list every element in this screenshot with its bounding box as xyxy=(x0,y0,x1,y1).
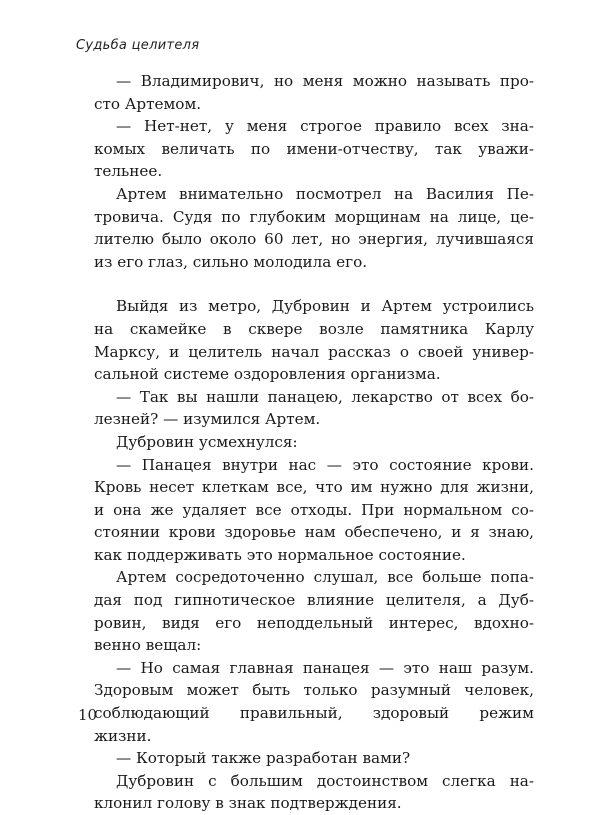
text-line: Дубровин с большим достоинством слегка на- xyxy=(116,771,534,790)
paragraph xyxy=(94,454,534,567)
text-line: Здоровым может быть только разумный человек, xyxy=(94,681,534,700)
text-line: комых величать по имени-отчеству, так уважи- xyxy=(94,139,534,158)
text-line: сальной системе оздоровления организма. xyxy=(94,365,441,384)
text-line: тровича. Судя по глубоким морщинам на лице, це- xyxy=(94,207,534,226)
paragraph xyxy=(94,70,534,115)
text-line: сто Артемом. xyxy=(94,94,202,113)
running-head: Судьба целителя xyxy=(76,38,200,53)
text-line: ровин, видя его неподдельный интерес, вдохно- xyxy=(94,613,534,632)
text-line: — Так вы нашли панацею, лекарство от всех бо- xyxy=(116,387,534,406)
text-line: — Панацея внутри нас — это состояние крови. xyxy=(116,455,534,474)
text-line: и она же удаляет все отходы. При нормальном со- xyxy=(94,500,534,519)
text-line: — Владимирович, но меня можно называть про- xyxy=(116,72,534,90)
text-line: — Который также разработан вами? xyxy=(116,749,411,768)
text-line: — Но самая главная панацея — это наш разум. xyxy=(116,658,534,677)
paragraph xyxy=(94,386,534,431)
text-line: клонил голову в знак подтверждения. xyxy=(94,794,402,813)
text-line: лителю было около 60 лет, но энергия, лучившаяся xyxy=(94,230,534,249)
paragraph xyxy=(94,115,534,183)
paragraph xyxy=(94,566,534,656)
text-line: на скамейке в сквере возле памятника Карлу xyxy=(94,319,534,338)
text-line: из его глаз, сильно молодила его. xyxy=(94,252,368,271)
text-line: Дубровин усмехнулся: xyxy=(116,432,298,451)
text-line: как поддерживать это нормальное состояние. xyxy=(94,545,466,564)
paragraph xyxy=(94,657,534,747)
body-text xyxy=(94,70,534,815)
scene-break xyxy=(94,273,534,295)
text-line: — Нет-нет, у меня строгое правило всех зна- xyxy=(116,117,534,136)
text-line: венно вещал: xyxy=(94,636,202,655)
text-line: Артем внимательно посмотрел на Василия Пе- xyxy=(116,184,534,203)
paragraph xyxy=(94,183,534,273)
paragraph xyxy=(94,431,534,454)
paragraph xyxy=(94,747,534,770)
text-line: Марксу, и целитель начал рассказ о своей универ- xyxy=(94,342,534,361)
text-line: Кровь несет клеткам все, что им нужно для жизни, xyxy=(94,478,534,497)
page-number: 10 xyxy=(78,706,98,724)
text-line: лезней? — изумился Артем. xyxy=(94,410,321,429)
text-line: соблюдающий правильный, здоровый режим xyxy=(94,704,534,723)
text-line: жизни. xyxy=(94,726,152,745)
text-line: Выйдя из метро, Дубровин и Артем устроились xyxy=(116,297,534,316)
text-line: Артем сосредоточенно слушал, все больше попа- xyxy=(116,568,534,587)
paragraph xyxy=(94,770,534,815)
text-line: стоянии крови здоровье нам обеспечено, и я знаю, xyxy=(94,523,534,542)
text-line: тельнее. xyxy=(94,162,163,181)
text-line: дая под гипнотическое влияние целителя, а Дуб- xyxy=(94,591,534,610)
paragraph xyxy=(94,295,534,385)
